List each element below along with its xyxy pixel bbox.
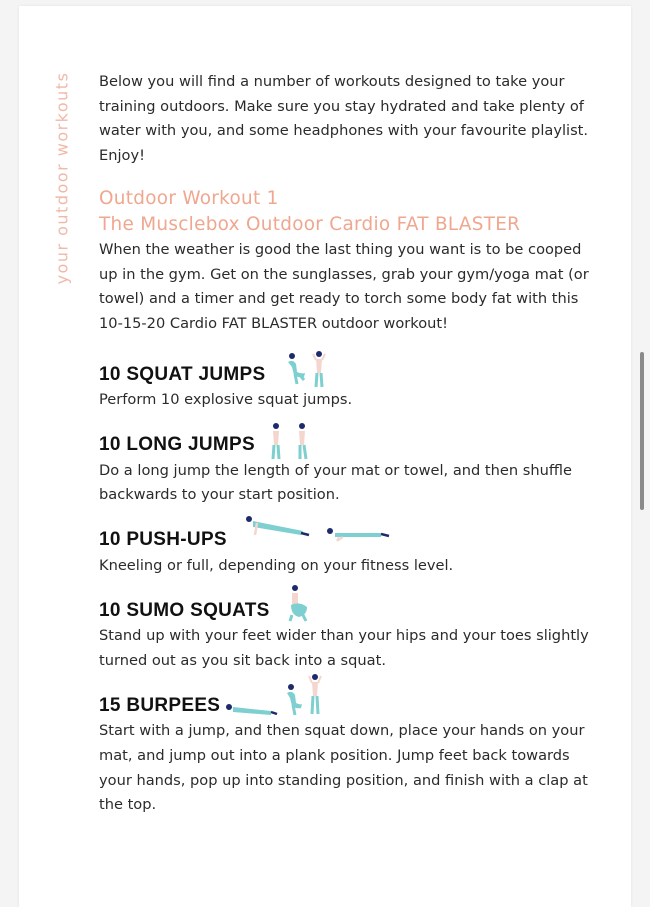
exercise-description: Start with a jump, and then squat down, place your hands on your mat, and jump out into a plank position. Jump feet back towards your hands, pop up into standing position, and finish with a clap at the top.	[99, 722, 588, 814]
exercise-description: Stand up with your feet wider than your hips and your toes slightly turned out as you sit back into a squat.	[99, 627, 589, 669]
exercise-description: Do a long jump the length of your mat or towel, and then shuffle backwards to your start position.	[99, 461, 572, 504]
exercise-title: 10 SQUAT JUMPS	[99, 363, 266, 385]
workout-heading	[99, 186, 599, 238]
exercise-description: Kneeling or full, depending on your fitness level.	[99, 556, 454, 574]
exercise-push-ups	[99, 527, 599, 578]
burpee-figures-icon	[223, 673, 333, 719]
exercise-sumo-squats	[99, 598, 599, 674]
exercise-title: 10 LONG JUMPS	[99, 434, 255, 456]
exercise-long-jumps	[99, 432, 599, 508]
push-up-figures-icon	[243, 509, 393, 549]
workout-name: The Musclebox Outdoor Cardio FAT BLASTER	[99, 213, 521, 235]
workout-lead-paragraph: When the weather is good the last thing you want is to be cooped up in the gym. Get on the sunglasses, grab your gym/yoga mat (or towel) and a timer and get ready to torch some body fat with this 10-15-20 Cardio FAT BLASTER outdoor workout!	[99, 240, 589, 332]
workout-number-title: Outdoor Workout 1	[99, 187, 279, 209]
exercise-squat-jumps	[99, 362, 599, 413]
long-jump-figures-icon	[269, 422, 315, 462]
document-content	[99, 70, 599, 818]
squat-jump-figures-icon	[285, 350, 333, 390]
intro-paragraph: Below you will find a number of workouts designed to take your training outdoors. Make sure you stay hydrated and take plenty of water with you, and some headphones with your favourite playlist. Enjoy!	[99, 73, 589, 165]
exercise-burpees	[99, 693, 599, 819]
exercise-description: Perform 10 explosive squat jumps.	[99, 391, 353, 409]
exercise-title: 15 BURPEES	[99, 694, 221, 716]
sumo-squat-figure-icon	[283, 584, 315, 624]
exercise-title: 10 SUMO SQUATS	[99, 599, 270, 621]
scrollbar[interactable]	[640, 352, 644, 510]
side-label: your outdoor workouts	[52, 71, 72, 285]
exercise-title: 10 PUSH-UPS	[99, 529, 227, 551]
